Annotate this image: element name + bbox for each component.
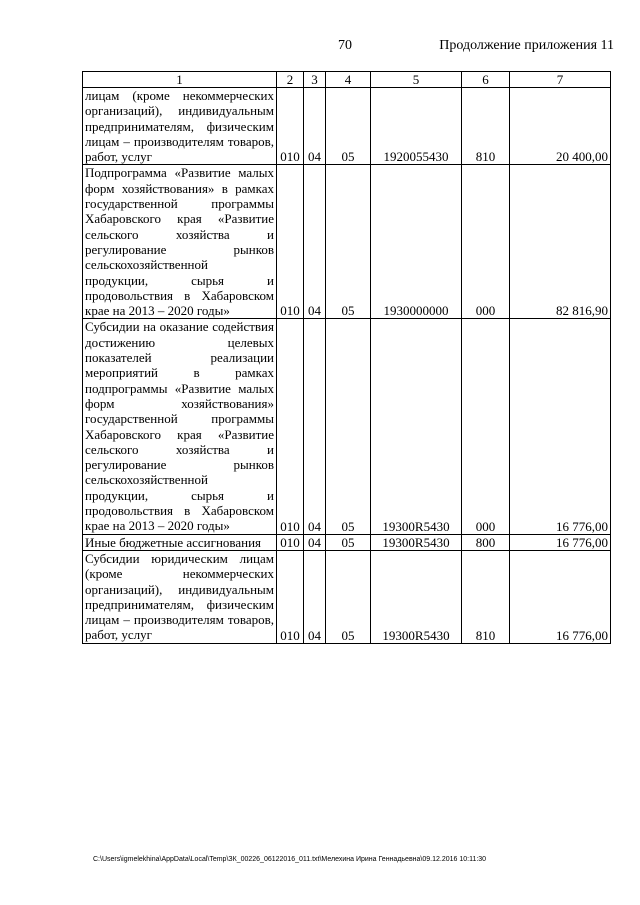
table-row — [83, 88, 611, 165]
cell-ministry-code: 010 — [277, 165, 304, 319]
cell-target-article: 19300R5430 — [371, 534, 462, 550]
cell-subsection-code: 05 — [326, 550, 371, 643]
cell-section-code: 04 — [304, 165, 326, 319]
table-header-row — [83, 72, 611, 88]
row-description: Иные бюджетные ассигнования — [83, 534, 277, 550]
cell-expense-type: 000 — [462, 165, 510, 319]
table-row — [83, 165, 611, 319]
cell-expense-type: 810 — [462, 550, 510, 643]
row-description: Подпрограмма «Развитие малых форм хозяйствования» в рамках государственной программы Хабаровского края «Развитие сельского хозяйства и регулирование рынков сельскохозяйственной продукции, сырья и продовольствия в Хабаровском крае на 2013 – 2020 годы» — [83, 165, 277, 319]
cell-ministry-code: 010 — [277, 534, 304, 550]
cell-target-article: 19300R5430 — [371, 319, 462, 534]
cell-amount: 16 776,00 — [510, 550, 611, 643]
cell-expense-type: 800 — [462, 534, 510, 550]
row-description: лицам (кроме некоммерческих организаций), индивидуальным предпринимателям, физическим лицам – производителям товаров, работ, услуг — [83, 88, 277, 165]
cell-expense-type: 810 — [462, 88, 510, 165]
row-description: Субсидии на оказание содействия достижению целевых показателей реализации мероприятий в рамках подпрограммы «Развитие малых форм хозяйствования» государственной программы Хабаровского края «Развитие сельского хозяйства и регулирование рынков сельскохозяйственной продукции, сырья и продовольствия в Хабаровском крае на 2013 – 2020 годы» — [83, 319, 277, 534]
cell-subsection-code: 05 — [326, 534, 371, 550]
cell-section-code: 04 — [304, 88, 326, 165]
column-header: 1 — [83, 72, 277, 88]
cell-subsection-code: 05 — [326, 88, 371, 165]
column-header: 4 — [326, 72, 371, 88]
column-header: 2 — [277, 72, 304, 88]
cell-section-code: 04 — [304, 319, 326, 534]
cell-subsection-code: 05 — [326, 165, 371, 319]
footer-file-path: C:\Users\igmelekhina\AppData\Local\Temp\ЗК_00226_06122016_011.txt\Мелехина Ирина Геннадьевна\09.12.2016 10:11:30 — [93, 856, 487, 863]
cell-target-article: 19300R5430 — [371, 550, 462, 643]
table-row — [83, 319, 611, 534]
cell-expense-type: 000 — [462, 319, 510, 534]
cell-ministry-code: 010 — [277, 550, 304, 643]
cell-amount: 82 816,90 — [510, 165, 611, 319]
cell-amount: 20 400,00 — [510, 88, 611, 165]
annex-label: Продолжение приложения 11 — [439, 38, 614, 53]
table-row — [83, 534, 611, 550]
cell-target-article: 1930000000 — [371, 165, 462, 319]
cell-subsection-code: 05 — [326, 319, 371, 534]
row-description: Субсидии юридическим лицам (кроме некоммерческих организаций), индивидуальным предпринимателям, физическим лицам – производителям товаров, работ, услуг — [83, 550, 277, 643]
cell-section-code: 04 — [304, 550, 326, 643]
column-header: 7 — [510, 72, 611, 88]
budget-table — [82, 71, 611, 644]
cell-ministry-code: 010 — [277, 319, 304, 534]
column-header: 5 — [371, 72, 462, 88]
page-number: 70 — [338, 38, 352, 53]
cell-ministry-code: 010 — [277, 88, 304, 165]
cell-section-code: 04 — [304, 534, 326, 550]
cell-amount: 16 776,00 — [510, 534, 611, 550]
cell-amount: 16 776,00 — [510, 319, 611, 534]
cell-target-article: 1920055430 — [371, 88, 462, 165]
column-header: 6 — [462, 72, 510, 88]
column-header: 3 — [304, 72, 326, 88]
table-row — [83, 550, 611, 643]
